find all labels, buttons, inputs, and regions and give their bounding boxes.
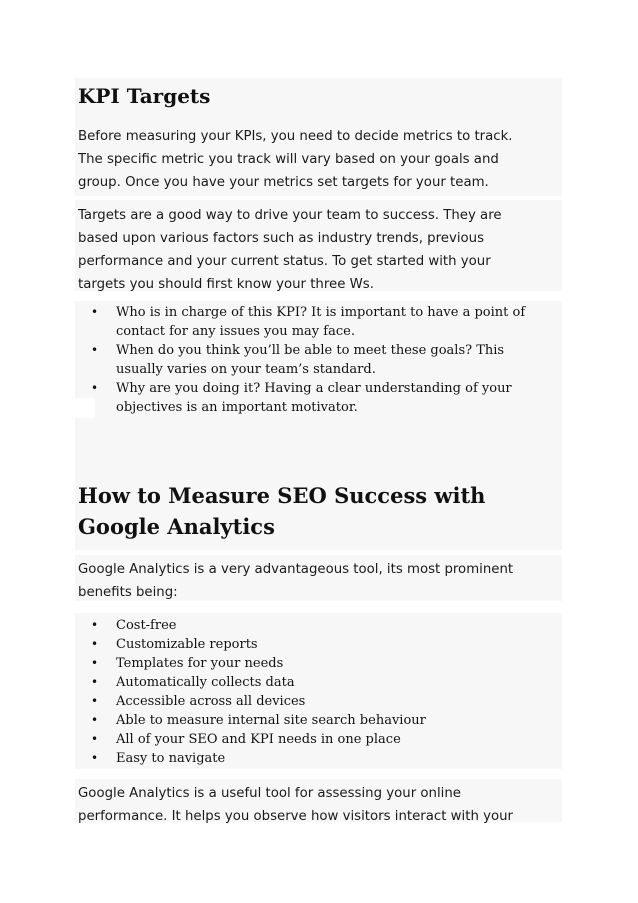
benefits-list-block [75,613,562,769]
benefits-list [75,613,562,768]
list-item-line: usually varies on your team’s standard. [116,362,376,377]
list-item: • Automatically collects data [75,673,562,692]
seo-analytics-heading [75,475,562,542]
analytics-closing-paragraph [75,779,562,822]
kpi-targets-heading-block [75,78,562,122]
list-item: • Cost-free [75,616,562,635]
paragraph-line: Targets are a good way to drive your team to success. They are [78,208,502,223]
list-item [75,341,562,379]
list-item [75,303,562,341]
seo-analytics-heading-block [75,475,562,550]
paragraph-line: The specific metric you track will vary based on your goals and [78,152,499,167]
paragraph-line: group. Once you have your metrics set targets for your team. [78,175,489,190]
kpi-targets-heading: KPI Targets [78,84,211,108]
list-item-line: contact for any issues you may face. [116,324,355,339]
paragraph-line: based upon various factors such as industry trends, previous [78,231,485,246]
heading-line: How to Measure SEO Success with [78,483,486,508]
list-item: • Accessible across all devices [75,692,562,711]
list-item-line: When do you think you’ll be able to meet these goals? This [116,343,505,358]
list-item-line: Who is in charge of this KPI? It is important to have a point of [116,305,526,320]
three-ws-list [75,301,562,417]
paragraph-line: Before measuring your KPIs, you need to decide metrics to track. [78,129,513,144]
analytics-intro-paragraph [75,555,562,601]
list-item: • All of your SEO and KPI needs in one place [75,730,562,749]
heading-line: Google Analytics [78,514,275,539]
paragraph-line: targets you should first know your three Ws. [78,277,374,292]
paragraph-line: benefits being: [78,585,178,600]
paragraph-line: Google Analytics is a very advantageous tool, its most prominent [78,562,514,577]
list-item [75,379,562,417]
three-ws-list-block [75,301,562,475]
list-item: • Customizable reports [75,635,562,654]
paragraph-line: performance and your current status. To get started with your [78,254,491,269]
list-item: • Able to measure internal site search behaviour [75,711,562,730]
kpi-targets-paragraph-2 [75,200,562,291]
kpi-targets-paragraph-1 [75,122,562,196]
list-item: • Templates for your needs [75,654,562,673]
paragraph-line: performance. It helps you observe how visitors interact with your [78,809,513,824]
list-item-line: objectives is an important motivator. [116,400,358,415]
list-item: • Easy to navigate [75,749,562,768]
list-item-line: Why are you doing it? Having a clear understanding of your [116,381,512,396]
list-margin-gap [75,398,95,418]
paragraph-line: Google Analytics is a useful tool for assessing your online [78,786,461,801]
